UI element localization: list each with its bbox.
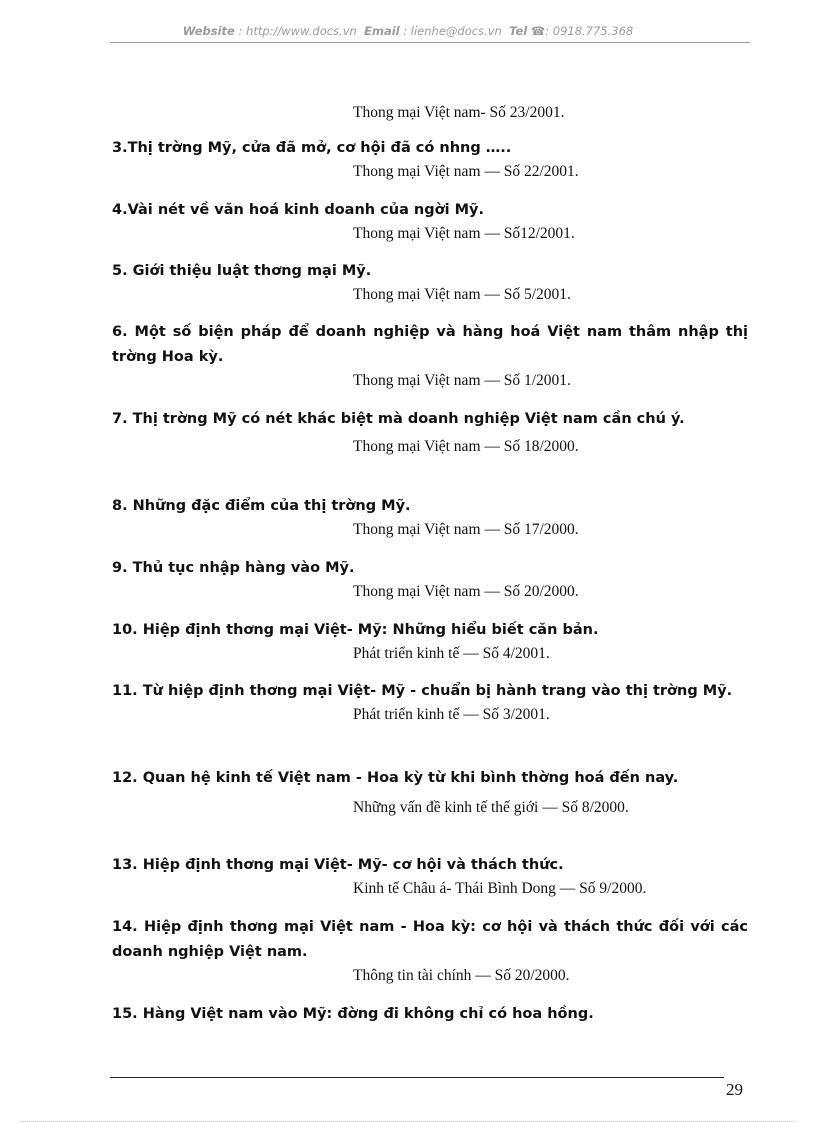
footer-divider — [110, 1077, 724, 1078]
reference-title: 10. Hiệp định thơng mại Việt- Mỹ: Những hiểu biết căn bản. — [112, 622, 599, 638]
reference-title: 5. Giới thiệu luật thơng mại Mỹ. — [112, 263, 372, 279]
reference-title: 7. Thị trờng Mỹ có nét khác biệt mà doanh nghiệp Việt nam cần chú ý. — [112, 411, 685, 427]
reference-entry — [112, 766, 748, 819]
header-divider — [110, 42, 750, 43]
reference-source: Thong mại Việt nam — Số 22/2001. — [353, 163, 579, 180]
reference-source: Thong mại Việt nam — Số 1/2001. — [353, 372, 571, 389]
reference-title: 4.Vài nét về văn hoá kinh doanh của ngời Mỹ. — [112, 202, 484, 218]
website-value: : http://www.docs.vn — [238, 24, 357, 38]
reference-source: Phát triển kinh tế — Số 4/2001. — [353, 645, 550, 662]
reference-entry — [112, 853, 748, 900]
reference-source: Những vấn đề kinh tế thế giới — Số 8/2000. — [353, 799, 629, 816]
reference-entry — [112, 618, 748, 665]
reference-entry — [112, 915, 748, 987]
reference-source: Thong mại Việt nam — Số 20/2000. — [353, 583, 579, 600]
reference-source: Thông tin tài chính — Số 20/2000. — [353, 967, 570, 984]
website-label: Website — [182, 24, 235, 38]
reference-source: Thong mại Việt nam — Số 17/2000. — [353, 521, 579, 538]
reference-title: 12. Quan hệ kinh tế Việt nam - Hoa kỳ từ khi bình thờng hoá đến nay. — [112, 770, 679, 786]
page-number: 29 — [726, 1080, 743, 1099]
reference-title: 8. Những đặc điểm của thị trờng Mỹ. — [112, 498, 411, 514]
reference-entry — [112, 1002, 748, 1027]
reference-title: 3.Thị trờng Mỹ, cửa đã mở, cơ hội đã có nhng ….. — [112, 140, 512, 156]
reference-title: 6. Một số biện pháp để doanh nghiệp và hàng hoá Việt nam thâm nhập thị trờng Hoa kỳ. — [112, 324, 748, 365]
reference-title: 9. Thủ tục nhập hàng vào Mỹ. — [112, 560, 355, 576]
reference-source: Phát triển kinh tế — Số 3/2001. — [353, 706, 550, 723]
reference-entry — [112, 136, 748, 183]
reference-entry — [112, 407, 748, 458]
reference-entry — [112, 320, 748, 392]
reference-source: Thong mại Việt nam — Số12/2001. — [353, 225, 575, 242]
reference-title: 13. Hiệp định thơng mại Việt- Mỹ- cơ hội và thách thức. — [112, 857, 564, 873]
reference-entry — [112, 198, 748, 245]
email-label: Email — [364, 24, 400, 38]
phone-icon: ☎ — [530, 24, 546, 38]
reference-entry — [112, 556, 748, 603]
reference-title: 15. Hàng Việt nam vào Mỹ: đờng đi không chỉ có hoa hồng. — [112, 1006, 594, 1022]
reference-source: Thong mại Việt nam — Số 18/2000. — [353, 438, 579, 455]
page-header — [0, 24, 816, 38]
tel-label: Tel — [509, 24, 528, 38]
reference-entry — [112, 679, 748, 726]
reference-source: Thong mại Việt nam — Số 5/2001. — [353, 286, 571, 303]
reference-entry — [112, 494, 748, 541]
page-bottom-border — [20, 1121, 796, 1122]
reference-entry — [112, 259, 748, 306]
reference-title: 14. Hiệp định thơng mại Việt nam - Hoa kỳ: cơ hội và thách thức đối với các doanh nghiệp Việt nam. — [112, 919, 748, 960]
email-value: : lienhe@docs.vn — [403, 24, 502, 38]
reference-source: Thong mại Việt nam- Số 23/2001. — [353, 104, 565, 121]
reference-entry — [112, 102, 748, 124]
reference-title: 11. Từ hiệp định thơng mại Việt- Mỹ - chuẩn bị hành trang vào thị trờng Mỹ. — [112, 683, 733, 699]
reference-source: Kinh tế Châu á- Thái Bình Dong — Số 9/2000. — [353, 880, 647, 897]
tel-value: : 0918.775.368 — [545, 24, 634, 38]
